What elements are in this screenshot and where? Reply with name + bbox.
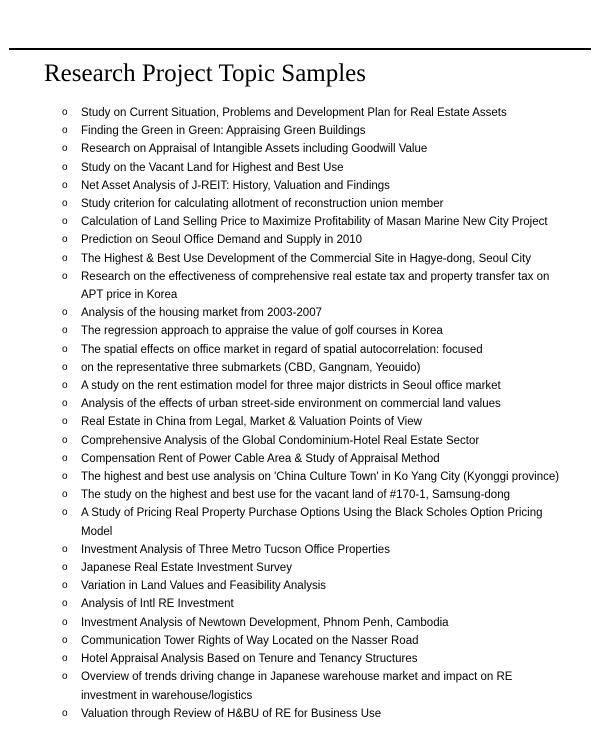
topic-item xyxy=(0,650,600,668)
bullet-icon: o xyxy=(62,380,68,392)
topic-text: The regression approach to appraise the value of golf courses in Korea xyxy=(81,325,443,338)
bullet-icon: o xyxy=(62,543,68,555)
bullet-icon: o xyxy=(62,634,68,646)
bullet-icon: o xyxy=(62,361,68,373)
topic-text: on the representative three submarkets (CBD, Gangnam, Yeouido) xyxy=(81,361,421,374)
bullet-icon: o xyxy=(62,179,68,191)
topic-text: Communication Tower Rights of Way Located on the Nasser Road xyxy=(81,634,419,647)
topic-text: Analysis of the housing market from 2003-2007 xyxy=(81,307,322,320)
bullet-icon: o xyxy=(62,562,68,574)
topic-text: Investment Analysis of Newtown Development, Phnom Penh, Cambodia xyxy=(81,616,449,629)
topic-text: Study criterion for calculating allotment of reconstruction union member xyxy=(81,198,444,211)
topic-item xyxy=(0,231,600,249)
topic-item xyxy=(0,159,600,177)
topic-text: A Study of Pricing Real Property Purchase Options Using the Black Scholes Option Pricing Model xyxy=(81,507,543,538)
topic-text: A study on the rent estimation model for three major districts in Seoul office market xyxy=(81,380,501,393)
bullet-icon: o xyxy=(62,307,68,319)
topic-item xyxy=(0,195,600,213)
topic-item xyxy=(0,395,600,413)
bullet-icon: o xyxy=(62,398,68,410)
topic-item xyxy=(0,595,600,613)
bullet-icon: o xyxy=(62,216,68,228)
topic-item xyxy=(0,359,600,377)
topic-item xyxy=(0,486,600,504)
topic-text: The highest and best use analysis on 'China Culture Town' in Ko Yang City (Kyonggi province) xyxy=(81,471,560,484)
bullet-icon: o xyxy=(62,252,68,264)
topic-item xyxy=(0,450,600,468)
topic-text: Net Asset Analysis of J-REIT: History, Valuation and Findings xyxy=(81,179,390,192)
topic-item xyxy=(0,104,600,122)
topic-text: Calculation of Land Selling Price to Maximize Profitability of Masan Marine New City Project xyxy=(81,216,548,229)
bullet-icon: o xyxy=(62,434,68,446)
bullet-icon: o xyxy=(62,507,68,519)
bullet-icon: o xyxy=(62,616,68,628)
page-title: Research Project Topic Samples xyxy=(44,60,367,87)
topic-text: Investment Analysis of Three Metro Tucson Office Properties xyxy=(81,543,390,556)
topic-item xyxy=(0,304,600,322)
bullet-icon: o xyxy=(62,653,68,665)
topic-text: Study on the Vacant Land for Highest and Best Use xyxy=(81,161,344,174)
bullet-icon: o xyxy=(62,343,68,355)
topic-item xyxy=(0,432,600,450)
topic-item xyxy=(0,250,600,268)
topic-text: Valuation through Review of H&BU of RE for Business Use xyxy=(81,707,382,720)
topic-text: Overview of trends driving change in Japanese warehouse market and impact on RE investment in warehouse/logistics xyxy=(81,671,513,702)
topic-item xyxy=(0,140,600,158)
topic-item xyxy=(0,322,600,340)
topic-text: Hotel Appraisal Analysis Based on Tenure and Tenancy Structures xyxy=(81,653,418,666)
topic-item xyxy=(0,705,600,723)
bullet-icon: o xyxy=(62,707,68,719)
topic-text: Analysis of the effects of urban street-side environment on commercial land values xyxy=(81,398,501,411)
bullet-icon: o xyxy=(62,125,68,137)
topic-list xyxy=(0,104,600,723)
bullet-icon: o xyxy=(62,270,68,282)
topic-item xyxy=(0,541,600,559)
bullet-icon: o xyxy=(62,107,68,118)
topic-item xyxy=(0,413,600,431)
topic-item xyxy=(0,577,600,595)
topic-text: Comprehensive Analysis of the Global Condominium-Hotel Real Estate Sector xyxy=(81,434,480,447)
bullet-icon: o xyxy=(62,198,68,210)
bullet-icon: o xyxy=(62,416,68,428)
topic-text: Prediction on Seoul Office Demand and Supply in 2010 xyxy=(81,234,363,247)
topic-item xyxy=(0,177,600,195)
topic-text: Research on the effectiveness of comprehensive real estate tax and property transfer tax on APT price in Korea xyxy=(81,270,550,302)
topic-text: The spatial effects on office market in regard of spatial autocorrelation: focused xyxy=(81,343,483,356)
topic-text: Analysis of Intl RE Investment xyxy=(81,598,234,611)
bullet-icon: o xyxy=(62,161,68,173)
topic-item xyxy=(0,122,600,140)
top-rule xyxy=(9,48,591,50)
topic-item xyxy=(0,468,600,486)
topic-text: The study on the highest and best use for the vacant land of #170-1, Samsung-dong xyxy=(81,489,510,502)
bullet-icon: o xyxy=(62,143,68,155)
topic-text: Variation in Land Values and Feasibility Analysis xyxy=(81,580,327,593)
topic-text: Compensation Rent of Power Cable Area & Study of Appraisal Method xyxy=(81,452,440,465)
topic-text: Japanese Real Estate Investment Survey xyxy=(81,562,292,575)
topic-item xyxy=(0,614,600,632)
topic-item xyxy=(0,632,600,650)
topic-item xyxy=(0,268,600,304)
bullet-icon: o xyxy=(62,580,68,592)
topic-text: Finding the Green in Green: Appraising Green Buildings xyxy=(81,125,366,138)
topic-text: Real Estate in China from Legal, Market & Valuation Points of View xyxy=(81,416,422,429)
topic-item xyxy=(0,668,600,704)
bullet-icon: o xyxy=(62,671,68,683)
bullet-icon: o xyxy=(62,325,68,337)
bullet-icon: o xyxy=(62,452,68,464)
bullet-icon: o xyxy=(62,598,68,610)
bullet-icon: o xyxy=(62,489,68,501)
topic-item xyxy=(0,377,600,395)
bullet-icon: o xyxy=(62,471,68,483)
bullet-icon: o xyxy=(62,234,68,246)
topic-item xyxy=(0,341,600,359)
topic-item xyxy=(0,213,600,231)
topic-item xyxy=(0,504,600,540)
topic-text: Research on Appraisal of Intangible Assets including Goodwill Value xyxy=(81,143,428,156)
topic-text: Study on Current Situation, Problems and Development Plan for Real Estate Assets xyxy=(81,107,507,119)
topic-text: The Highest & Best Use Development of the Commercial Site in Hagye-dong, Seoul City xyxy=(81,252,531,265)
topic-item xyxy=(0,559,600,577)
